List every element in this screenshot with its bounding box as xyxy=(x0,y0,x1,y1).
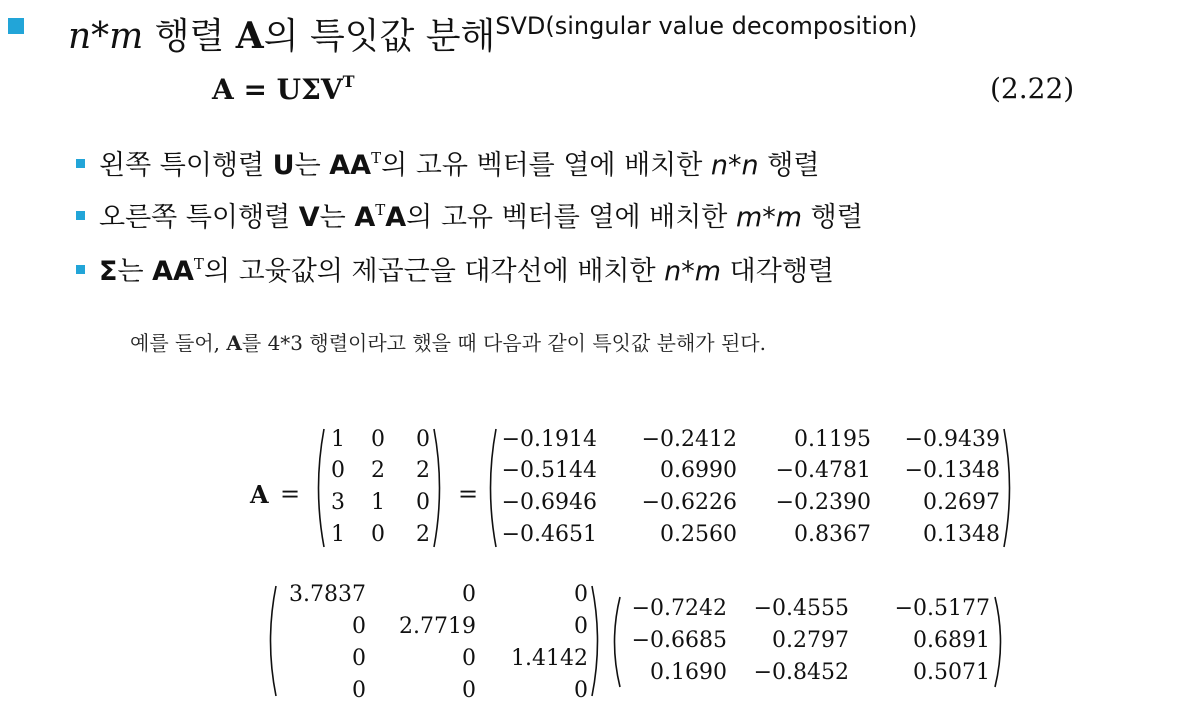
bullet-bold: A xyxy=(354,202,376,233)
matrix-u-cell-0-3: −0.9439 xyxy=(904,427,1000,452)
matrix-a-right-paren xyxy=(432,428,446,548)
matrix-u-cell-2-3: 0.2697 xyxy=(923,490,1000,515)
title-matrix-a: A xyxy=(235,15,264,57)
matrix-vt-cell-0-2: −0.5177 xyxy=(894,596,990,621)
matrix-u-cell-1-0: −0.5144 xyxy=(501,458,597,483)
matrix-vt-cell-1-1: 0.2797 xyxy=(772,628,849,653)
matrix-vt-cell-0-0: −0.7242 xyxy=(631,596,727,621)
bullet-u xyxy=(76,140,819,184)
bullet-bold: V xyxy=(298,202,320,233)
matrix-s-cell-3-2: 0 xyxy=(574,678,588,703)
title xyxy=(68,2,917,61)
matrix-u-right-paren xyxy=(1002,428,1016,548)
matrix-a-cell-0-1: 0 xyxy=(371,427,385,452)
bullet-text: 대각행렬 xyxy=(721,256,835,287)
bullet-sup: T xyxy=(371,149,382,167)
matrix-u-cell-3-0: −0.4651 xyxy=(501,522,597,547)
matrix-vt-right-paren xyxy=(993,596,1007,688)
matrix-a-cell-0-0: 1 xyxy=(331,427,345,452)
matrix-s-cell-0-2: 0 xyxy=(574,582,588,607)
matrix-a-cell-2-2: 0 xyxy=(416,490,430,515)
matrix-a-cell-3-1: 0 xyxy=(371,522,385,547)
matrix-u-cell-0-0: −0.1914 xyxy=(501,427,597,452)
bullet-text: 는 xyxy=(294,150,330,181)
bullet-text: 왼쪽 특이행렬 xyxy=(99,150,273,181)
matrix-a-cell-3-2: 2 xyxy=(416,522,430,547)
bullet-italic: n*n xyxy=(710,150,759,181)
matrix-s-cell-1-0: 0 xyxy=(352,614,366,639)
matrix-s-cell-3-1: 0 xyxy=(462,678,476,703)
matrix-s-cell-2-0: 0 xyxy=(352,646,366,671)
matrix-s-cell-1-2: 0 xyxy=(574,614,588,639)
matrix-s-right-paren xyxy=(590,585,604,697)
matrix-vt-cell-1-2: 0.6891 xyxy=(913,628,990,653)
matrix-a-cell-1-2: 2 xyxy=(416,458,430,483)
title-text-1: 행렬 xyxy=(143,16,236,57)
bullet-bold: AA xyxy=(329,150,372,181)
bullet-italic: n*m xyxy=(664,256,722,287)
example-matrix-a: A xyxy=(226,331,242,355)
matrix-s-cell-0-0: 3.7837 xyxy=(289,582,366,607)
example-sentence xyxy=(130,327,766,356)
title-nm: n*m xyxy=(68,16,144,57)
matrix-a-cell-2-1: 1 xyxy=(371,490,385,515)
bullet-bold: Σ xyxy=(99,256,118,287)
bullet-text: 행렬 xyxy=(802,202,863,233)
bullet-text: 의 고윳값의 제곱근을 대각선에 배치한 xyxy=(203,256,665,287)
matrix-a-cell-1-0: 0 xyxy=(331,458,345,483)
equation-sup: T xyxy=(342,72,355,91)
matrix-a-cell-3-0: 1 xyxy=(331,522,345,547)
matrix-u-cell-1-1: 0.6990 xyxy=(660,458,737,483)
bullet-sup: T xyxy=(375,201,386,219)
matrix-a-cell-2-0: 3 xyxy=(331,490,345,515)
matrix-u-cell-3-3: 0.1348 xyxy=(923,522,1000,547)
equation-number: (2.22) xyxy=(990,72,1075,105)
bullet-sigma xyxy=(76,246,834,290)
title-bullet xyxy=(8,18,24,34)
bullet-text: 는 xyxy=(117,256,153,287)
matrix-a-cell-1-1: 2 xyxy=(371,458,385,483)
matrix-u-left-paren xyxy=(484,428,498,548)
bullet-text: 는 xyxy=(319,202,355,233)
equals-sign-2: = xyxy=(458,480,479,508)
matrix-vt-cell-2-1: −0.8452 xyxy=(753,660,849,685)
matrix-u-cell-3-2: 0.8367 xyxy=(794,522,871,547)
matrix-vt-cell-1-0: −0.6685 xyxy=(631,628,727,653)
bullet-v xyxy=(76,192,863,236)
example-text: 예를 들어, xyxy=(130,331,227,355)
matrix-u-cell-3-1: 0.2560 xyxy=(660,522,737,547)
matrix-a-cell-0-2: 0 xyxy=(416,427,430,452)
bullet-square xyxy=(76,265,85,274)
svd-equation xyxy=(212,72,355,106)
matrix-s-cell-2-1: 0 xyxy=(462,646,476,671)
bullet-square xyxy=(76,159,85,168)
bullet-bold: AA xyxy=(152,256,194,287)
matrix-vt-cell-0-1: −0.4555 xyxy=(753,596,849,621)
matrix-a-label: A xyxy=(250,480,269,509)
bullet-text: 행렬 xyxy=(758,150,820,181)
equation-lhs: A = UΣV xyxy=(212,73,343,106)
bullet-text: 의 고유 벡터를 열에 배치한 xyxy=(406,202,736,233)
matrix-s-cell-1-1: 2.7719 xyxy=(399,614,476,639)
matrix-vt-cell-2-2: 0.5071 xyxy=(913,660,990,685)
bullet-italic: m*m xyxy=(735,202,803,233)
matrix-s-cell-2-2: 1.4142 xyxy=(511,646,588,671)
bullet-text: 의 고유 벡터를 열에 배치한 xyxy=(381,150,711,181)
matrix-u-cell-2-0: −0.6946 xyxy=(501,490,597,515)
equals-sign-1: = xyxy=(280,480,301,508)
example-text: 를 4*3 행렬이라고 했을 때 다음과 같이 특잇값 분해가 된다. xyxy=(241,331,766,355)
matrix-vt-left-paren xyxy=(608,596,622,688)
bullet-sup: T xyxy=(193,255,204,273)
title-text-2: 의 특잇값 분해 xyxy=(263,16,496,57)
matrix-vt-cell-2-0: 0.1690 xyxy=(650,660,727,685)
bullet-square xyxy=(76,211,85,220)
matrix-u-cell-1-2: −0.4781 xyxy=(775,458,871,483)
matrix-u-cell-2-1: −0.6226 xyxy=(641,490,737,515)
matrix-u-cell-0-1: −0.2412 xyxy=(641,427,737,452)
matrix-u-cell-0-2: 0.1195 xyxy=(794,427,871,452)
matrix-s-cell-3-0: 0 xyxy=(352,678,366,703)
bullet-text: 오른쪽 특이행렬 xyxy=(99,202,299,233)
bullet-bold: U xyxy=(272,150,295,181)
matrix-s-cell-0-1: 0 xyxy=(462,582,476,607)
title-svd: SVD(singular value decomposition) xyxy=(495,12,918,40)
bullet-bold: A xyxy=(385,202,407,233)
matrix-u-cell-1-3: −0.1348 xyxy=(904,458,1000,483)
matrix-u-cell-2-2: −0.2390 xyxy=(775,490,871,515)
